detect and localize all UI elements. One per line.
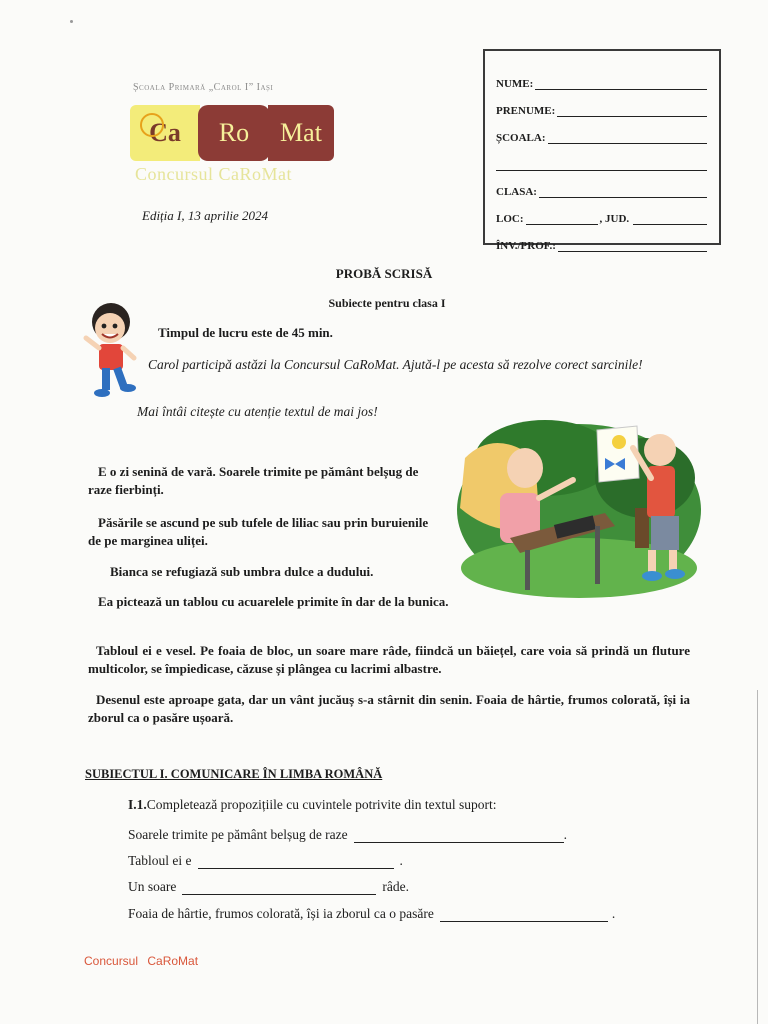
logo-mat-block: [268, 105, 334, 161]
fill-text-after: .: [399, 853, 403, 868]
inv-field[interactable]: [558, 239, 707, 252]
fill-sentence-1: [128, 827, 567, 843]
task-instruction: [128, 797, 497, 813]
section-heading: SUBIECTUL I. COMUNICARE ÎN LIMBA ROMÂNĂ: [85, 767, 383, 781]
logo-ro-block: [198, 105, 270, 161]
loc-label: LOC:: [496, 213, 524, 225]
scoala-label: ȘCOALA:: [496, 132, 546, 144]
clasa-label: CLASA:: [496, 186, 537, 198]
task-number: I.1.: [128, 797, 147, 812]
sun-icon: [140, 113, 164, 137]
mascot-boy-illustration: [82, 298, 140, 408]
fill-text: Un soare: [128, 879, 177, 894]
nume-label: NUME:: [496, 78, 534, 90]
page-subtitle: Subiecte pentru clasa I: [328, 296, 446, 310]
fill-text-after: .: [611, 906, 616, 921]
logo-caption: Concursul CaRoMat: [135, 164, 292, 184]
school-name: Școala Primară „Carol I” Iași: [133, 82, 274, 93]
time-limit: Timpul de lucru este de 45 min.: [158, 325, 333, 340]
inv-row: [496, 225, 707, 252]
intro-text: Carol participă astăzi la Concursul CaRoMat. Ajută-l pe acesta să rezolve corect sarcinile!: [148, 357, 643, 372]
nume-row: [496, 63, 707, 90]
scoala-row: [496, 117, 707, 144]
task-text: Completează propozițiile cu cuvintele potrivite din textul suport:: [146, 797, 497, 812]
jud-field[interactable]: [633, 212, 707, 225]
story-paragraph: E o zi senină de vară. Soarele trimite pe pământ belșug de raze fierbinți.: [88, 464, 419, 497]
contest-logo: [130, 105, 335, 163]
fill-text: Soarele trimite pe pământ belșug de raze: [128, 827, 348, 842]
footer-contest-name: Concursul CaRoMat: [84, 954, 199, 968]
answer-blank[interactable]: [182, 882, 376, 895]
clasa-field[interactable]: [539, 185, 707, 198]
story-paragraph: Tabloul ei e vesel. Pe foaia de bloc, un soare mare râde, fiindcă un băiețel, care voia să prindă un fluture multicolor, se împiedicase, căzuse și plângea cu lacrimi albastre.: [88, 643, 690, 676]
edition-date: Ediția I, 13 aprilie 2024: [142, 208, 269, 223]
fill-text: Foaia de hârtie, frumos colorată, își ia zborul ca o pasăre: [128, 906, 434, 921]
story-paragraph: Ea pictează un tablou cu acuarelele primite în dar de la bunica.: [98, 594, 449, 609]
logo-ca-block: [130, 105, 200, 161]
prenume-label: PRENUME:: [496, 105, 556, 117]
answer-blank[interactable]: [440, 909, 608, 922]
scan-speck: [70, 20, 73, 23]
student-id-box: [483, 49, 721, 252]
painting-scene-illustration: [455, 418, 703, 598]
nume-field[interactable]: [535, 77, 707, 90]
prenume-field[interactable]: [557, 104, 707, 117]
scoala-extra-row: [496, 144, 707, 171]
scoala-field[interactable]: [548, 131, 707, 144]
scan-edge: [757, 690, 758, 1024]
story-paragraph: Desenul este aproape gata, dar un vânt jucăuș s-a stârnit din senin. Foaia de hârtie, frumos colorată, își ia zborul ca o pasăre ușoară.: [88, 692, 690, 725]
loc-row: [496, 198, 707, 225]
fill-sentence-4: [128, 906, 615, 922]
story-paragraph: Bianca se refugiază sub umbra dulce a dudului.: [110, 564, 374, 579]
inv-label: ÎNV./PROF.:: [496, 240, 556, 252]
answer-blank[interactable]: [198, 856, 394, 869]
prenume-row: [496, 90, 707, 117]
answer-blank[interactable]: [354, 830, 564, 843]
fill-sentence-2: [128, 853, 403, 869]
fill-text-after: .: [563, 827, 568, 842]
page-title: PROBĂ SCRISĂ: [335, 266, 433, 281]
read-instruction: Mai întâi citește cu atenție textul de mai jos!: [137, 404, 378, 419]
fill-text: Tabloul ei e: [128, 853, 192, 868]
fill-sentence-3: [128, 879, 409, 895]
scoala-extra-field[interactable]: [496, 158, 707, 171]
logo-ca-text: Ca: [149, 118, 181, 147]
story-paragraph: Păsările se ascund pe sub tufele de liliac sau prin buruienile de pe marginea uliței.: [88, 515, 429, 548]
loc-field[interactable]: [526, 212, 598, 225]
jud-label: , JUD.: [599, 213, 630, 225]
logo-mat-text: Mat: [280, 118, 322, 147]
fill-text-after: râde.: [382, 879, 409, 894]
clasa-row: [496, 171, 707, 198]
logo-ro-text: Ro: [218, 118, 250, 147]
